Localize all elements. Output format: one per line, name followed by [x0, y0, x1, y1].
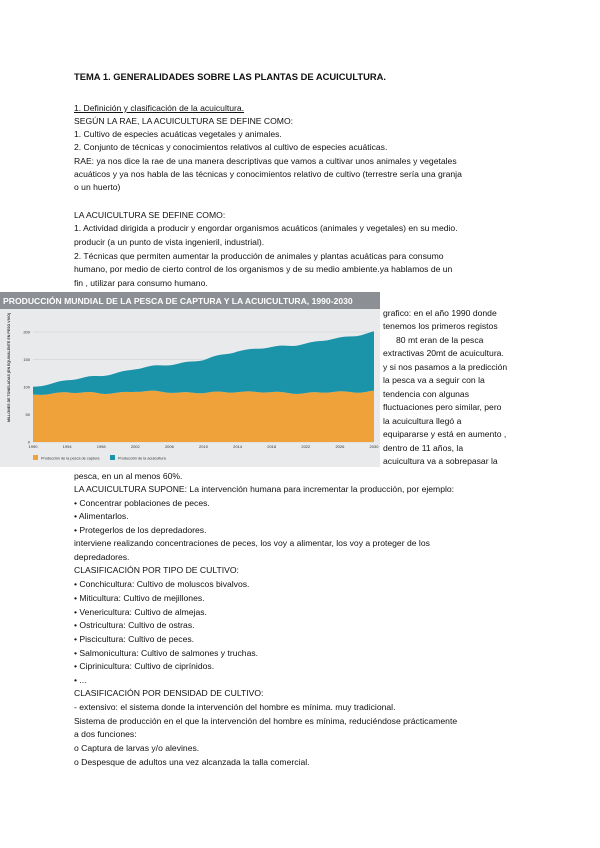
text-line: 2. Técnicas que permiten aumentar la producción de animales y plantas acuáticas para consumo [74, 251, 444, 261]
text-line: depredadores. [74, 552, 130, 562]
commentary-line: acuicultura va a sobrepasar la [383, 456, 498, 466]
y-tick-label: 150 [23, 357, 30, 362]
legend-swatch [33, 455, 38, 460]
x-tick-label: 1998 [96, 444, 106, 449]
text-line: • Miticultura: Cultivo de mejillones. [74, 593, 205, 603]
x-tick-label: 2026 [335, 444, 345, 449]
text-line: 1. Cultivo de especies acuáticas vegetales y animales. [74, 129, 282, 139]
production-chart [0, 292, 380, 467]
legend-swatch [110, 455, 115, 460]
commentary-line: grafico: en el año 1990 donde [383, 308, 497, 318]
commentary-line: fluctuaciones pero similar, pero [383, 402, 502, 412]
commentary-line: la acuicultura llegó a [383, 416, 462, 426]
commentary-line: y si nos pasamos a la predicción [383, 362, 508, 372]
text-line: Sistema de producción en el que la intervención del hombre es mínima, reduciéndose prácticamente [74, 716, 458, 726]
x-tick-label: 2014 [233, 444, 243, 449]
x-tick-label: 2002 [130, 444, 140, 449]
text-line: interviene realizando concentraciones de peces, los voy a alimentar, los voy a proteger de los [74, 538, 430, 548]
text-line: 1. Definición y clasificación de la acuicultura. [74, 103, 245, 113]
text-line: • Ostricultura: Cultivo de ostras. [74, 620, 195, 630]
text-line: acuáticos y ya nos habla de las técnicas y conocimientos relativo de cultivo (terrestre sería una granja [74, 169, 462, 179]
x-tick-label: 2030 [369, 444, 379, 449]
document-title: TEMA 1. GENERALIDADES SOBRE LAS PLANTAS DE ACUICULTURA. [74, 71, 386, 82]
commentary-line: extractivas 20mt de acuicultura. [383, 348, 504, 358]
chart-ylabel: MILLONES DE TONELADAS (EN EQUIVALENTE EN PESO VIVO) [7, 312, 11, 422]
text-line: humano, por medio de cierto control de los organismos y de su medio ambiente.ya hablamos de un [74, 264, 453, 274]
commentary-line: equipararse y está en aumento , [383, 429, 507, 439]
x-tick-label: 2018 [267, 444, 277, 449]
text-line: • ... [74, 675, 87, 685]
legend-label: Producción de la acuicultura [118, 456, 166, 461]
text-line: a dos funciones: [74, 729, 137, 739]
text-line: 1. Actividad dirigida a producir y engordar organismos acuáticos (animales y vegetales) en su medio. [74, 223, 458, 233]
commentary-line: la pesca va a seguir con la [383, 375, 485, 385]
x-tick-label: 2022 [301, 444, 311, 449]
x-tick-label: 2010 [199, 444, 208, 449]
y-tick-label: 0 [27, 439, 30, 445]
text-line: o Captura de larvas y/o alevines. [74, 743, 200, 753]
text-line: • Venericultura: Cultivo de almejas. [74, 607, 207, 617]
x-tick-label: 2006 [164, 444, 174, 449]
text-line: • Alimentarlos. [74, 511, 129, 521]
text-line: o un huerto) [74, 182, 121, 192]
text-line: CLASIFICACIÓN POR TIPO DE CULTIVO: [74, 565, 239, 575]
text-line: - extensivo: el sistema donde la intervención del hombre es mínima. muy tradicional. [74, 702, 396, 712]
chart-title: PRODUCCIÓN MUNDIAL DE LA PESCA DE CAPTURA Y LA ACUICULTURA, 1990-2030 [3, 296, 353, 306]
text-line: • Protegerlos de los depredadores. [74, 525, 207, 535]
y-tick-label: 100 [23, 384, 30, 390]
text-line: • Concentrar poblaciones de peces. [74, 498, 210, 508]
text-line: • Conchicultura: Cultivo de moluscos bivalvos. [74, 579, 250, 589]
text-line: LA ACUICULTURA SUPONE: La intervención humana para incrementar la producción, por ejemplo: [74, 484, 455, 494]
x-tick-label: 1990 [28, 444, 38, 449]
commentary-line: 80 mt eran de la pesca [396, 335, 484, 345]
text-line: 2. Conjunto de técnicas y conocimientos relativos al cultivo de especies acuáticas. [74, 142, 388, 152]
y-tick-label: 200 [23, 329, 30, 335]
x-tick-label: 1994 [62, 444, 72, 449]
commentary-line: dentro de 11 años, la [383, 443, 464, 453]
text-line: • Ciprinicultura: Cultivo de ciprínidos. [74, 661, 215, 671]
text-line: RAE: ya nos dice la rae de una manera descriptivas que vamos a cultivar unos animales y vegetales [74, 156, 457, 166]
y-tick-label: 50 [25, 412, 30, 417]
text-line: producir (a un punto de vista ingenieril, industrial). [74, 237, 265, 247]
text-line: fin , utilizar para consumo humano. [74, 278, 208, 288]
text-line: SEGÚN LA RAE, LA ACUICULTURA SE DEFINE COMO: [74, 116, 294, 126]
series-area-capture [33, 391, 374, 442]
text-line: CLASIFICACIÓN POR DENSIDAD DE CULTIVO: [74, 688, 264, 698]
legend-label: Producción de la pesca de captura [41, 456, 100, 461]
commentary-line: tenemos los primeros registos [383, 321, 498, 331]
text-line: o Despesque de adultos una vez alcanzada la talla comercial. [74, 757, 310, 767]
text-line: • Salmonicultura: Cultivo de salmones y truchas. [74, 648, 259, 658]
text-line: pesca, en un al menos 60%. [74, 471, 183, 481]
text-line: • Piscicultura: Cultivo de peces. [74, 634, 195, 644]
commentary-line: tendencia con algunas [383, 389, 470, 399]
text-line: LA ACUICULTURA SE DEFINE COMO: [74, 210, 226, 220]
